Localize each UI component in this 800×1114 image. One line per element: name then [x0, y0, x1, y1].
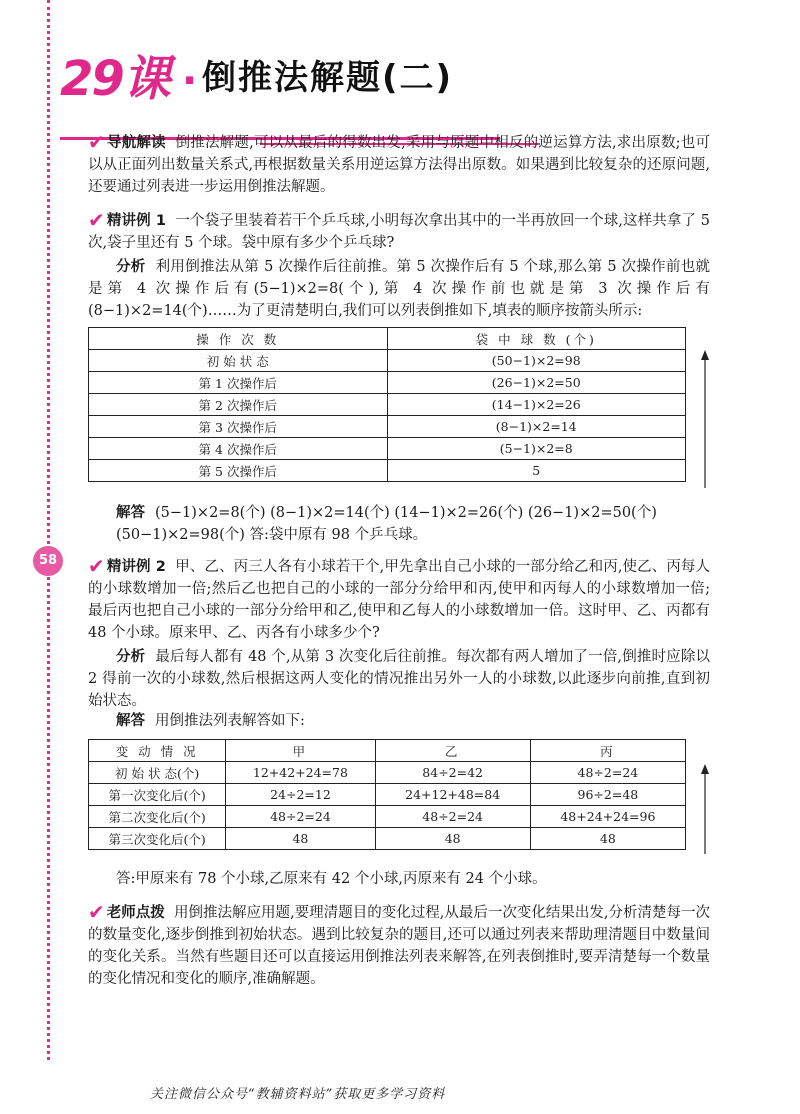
example1-table: [88, 327, 686, 482]
lesson-header: [60, 40, 490, 107]
example2-final-answer: 答:甲原来有 78 个小球,乙原来有 42 个小球,丙原来有 24 个小球。: [116, 871, 547, 887]
example1-question-block: [88, 208, 710, 254]
table-cell: 24+12+48=84: [375, 784, 530, 806]
table-cell: 初 始 状 态: [89, 350, 388, 372]
table-row: [89, 416, 686, 438]
example1-answer-line1: (5−1)×2=8(个) (8−1)×2=14(个) (14−1)×2=26(个) (26−1)×2=50(个): [155, 505, 657, 521]
example2-analysis-block: [88, 646, 710, 712]
table-header-row: [89, 328, 686, 350]
check-mark-icon: ✔: [88, 130, 105, 154]
example1-analysis: 利用倒推法从第 5 次操作后往前推。第 5 次操作后有 5 个球,那么第 5 次操作前也就是第 4 次操作后有(5−1)×2=8(个),第 4 次操作前也就是第 3 次操作后有(8−1)×2=14(个)……为了更清楚明白,我们可以列表倒推如下,填表的顺序按箭头所示:: [88, 259, 710, 319]
intro-section: [88, 130, 710, 198]
up-arrow-icon: [698, 350, 712, 490]
example2-question: 甲、乙、丙三人各有小球若干个,甲先拿出自己小球的一部分给乙和丙,使乙、丙每人的小球数增加一倍;然后乙也把自己的小球的一部分分给甲和丙,使甲和丙每人的小球数增加一倍;最后丙也把自己小球的一部分分给甲和乙,使甲和乙每人的小球数增加一倍。这时甲、乙、丙都有 48 个小球。原来甲、乙、丙各有小球多少个?: [88, 559, 711, 641]
table-cell: 48: [530, 828, 685, 850]
table-cell: 48+24+24=96: [530, 806, 685, 828]
table-cell: 48÷2=24: [226, 806, 375, 828]
table-header-cell: 甲: [226, 740, 375, 762]
table-cell: 初 始 状 态(个): [89, 762, 226, 784]
check-mark-icon: ✔: [88, 208, 105, 232]
table-cell: 12+42+24=78: [226, 762, 375, 784]
table-cell: 48: [226, 828, 375, 850]
table-cell: 48÷2=24: [530, 762, 685, 784]
example2-answer-label: 解答: [116, 713, 145, 729]
table-cell: (8−1)×2=14: [387, 416, 686, 438]
lesson-dot: .: [182, 48, 198, 94]
lesson-title: 倒推法解题(二): [202, 58, 454, 98]
table-row: [89, 828, 686, 850]
table-row: [89, 372, 686, 394]
intro-tag: 导航解读: [106, 135, 166, 151]
example2-table: [88, 739, 686, 850]
up-arrow-icon: [698, 764, 712, 856]
table-cell: (14−1)×2=26: [387, 394, 686, 416]
intro-text: 倒推法解题,可以从最后的得数出发,采用与原题中相反的逆运算方法,求出原数;也可以从正面列出数量关系式,再根据数量关系用逆运算方法得出原数。如果遇到比较复杂的还原问题,还要通过列表进一步运用倒推法解题。: [88, 135, 710, 195]
example1-answer-label: 解答: [116, 505, 145, 521]
example1-analysis-label: 分析: [116, 259, 146, 275]
example2-analysis: 最后每人都有 48 个,从第 3 次变化后往前推。每次都有两人增加了一倍,倒推时应除以 2 得前一次的小球数,然后根据这两人变化的情况推出另外一人的小球数,以此逐步向前推,直到初始状态。: [88, 649, 711, 709]
example2-tag: 精讲例 2: [106, 559, 166, 575]
table-cell: 第一次变化后(个): [89, 784, 226, 806]
table-row: [89, 438, 686, 460]
check-mark-icon: ✔: [88, 900, 105, 924]
table-cell: 24÷2=12: [226, 784, 375, 806]
footer-note: 关注微信公众号“教辅资料站”获取更多学习资料: [150, 1087, 446, 1102]
table-cell: (5−1)×2=8: [387, 438, 686, 460]
table-row: [89, 350, 686, 372]
example1-analysis-block: [88, 256, 710, 322]
lesson-number: 29课: [60, 51, 169, 107]
table-cell: 第 3 次操作后: [89, 416, 388, 438]
table-header-cell: 丙: [530, 740, 685, 762]
table-header-cell: 乙: [375, 740, 530, 762]
table-cell: (26−1)×2=50: [387, 372, 686, 394]
table-row: [89, 806, 686, 828]
table-cell: 48: [375, 828, 530, 850]
example2-question-block: [88, 554, 710, 644]
table-cell: 96÷2=48: [530, 784, 685, 806]
table-cell: 84÷2=42: [375, 762, 530, 784]
example1-answer-line2: (50−1)×2=98(个) 答:袋中原有 98 个乒乓球。: [116, 527, 428, 543]
example1-answer-block: [88, 502, 710, 524]
table-cell: 第 4 次操作后: [89, 438, 388, 460]
tips-section: [88, 900, 710, 990]
example2-answer-block: [88, 710, 710, 732]
tips-text: 用倒推法解应用题,要理清题目的变化过程,从最后一次变化结果出发,分析清楚每一次的数量变化,逐步倒推到初始状态。遇到比较复杂的题目,还可以通过列表来帮助理清题目中数量间的变化关系。当然有些题目还可以直接运用倒推法列表来解答,在列表倒推时,要弄清楚每一个数量的变化情况和变化的顺序,准确解题。: [88, 905, 711, 987]
table-header-cell: 变 动 情 况: [89, 740, 226, 762]
table-cell: 第三次变化后(个): [89, 828, 226, 850]
example1-question: 一个袋子里装着若干个乒乓球,小明每次拿出其中的一半再放回一个球,这样共拿了 5 次,袋子里还有 5 个球。袋中原有多少个乒乓球?: [88, 213, 710, 251]
table-row: [89, 784, 686, 806]
table-cell: 第 1 次操作后: [89, 372, 388, 394]
example2-answer-intro: 用倒推法列表解答如下:: [155, 713, 305, 729]
margin-dotted-line: [47, 0, 50, 1060]
table-cell: 第 2 次操作后: [89, 394, 388, 416]
table-header-row: [89, 740, 686, 762]
table-header-cell: 操 作 次 数: [89, 328, 388, 350]
example2-analysis-label: 分析: [116, 649, 146, 665]
table-cell: 第 5 次操作后: [89, 460, 388, 482]
check-mark-icon: ✔: [88, 554, 105, 578]
example1-tag: 精讲例 1: [106, 213, 166, 229]
table-row: [89, 394, 686, 416]
table-cell: (50−1)×2=98: [387, 350, 686, 372]
tips-tag: 老师点拨: [106, 905, 165, 921]
table-header-cell: 袋 中 球 数 (个): [387, 328, 686, 350]
table-cell: 48÷2=24: [375, 806, 530, 828]
table-cell: 5: [387, 460, 686, 482]
page-number: 58: [33, 546, 63, 576]
table-row: [89, 762, 686, 784]
table-row: [89, 460, 686, 482]
table-cell: 第二次变化后(个): [89, 806, 226, 828]
